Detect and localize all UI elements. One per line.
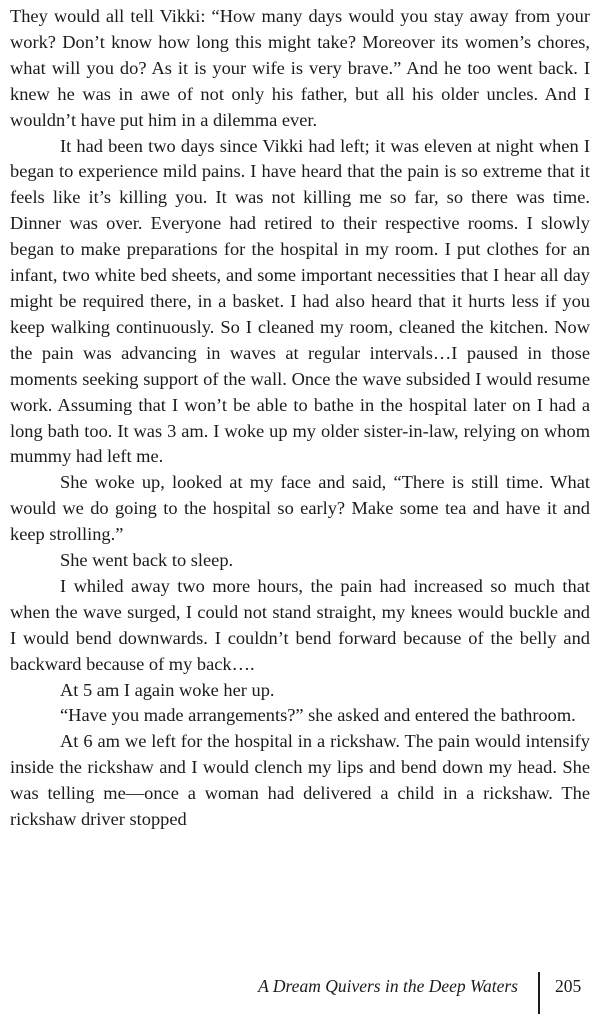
paragraph-1: They would all tell Vikki: “How many days would you stay away from your work? Don’t know how long this might take? Moreover its women’s chores, what will you do? As it is your wife is very brave.” And he too went back. I knew he was in awe of not only his father, but all his older uncles. And I wouldn’t have put him in a dilemma ever. xyxy=(10,6,590,130)
page-footer xyxy=(0,970,600,1016)
paragraph-7: “Have you made arrangements?” she asked and entered the bathroom. xyxy=(60,705,576,726)
paragraph-5: I whiled away two more hours, the pain had increased so much that when the wave surged, I could not stand straight, my knees would buckle and I would bend downwards. I couldn’t bend forward because of the belly and backward because of my back…. xyxy=(10,575,590,674)
page-number: 205 xyxy=(555,976,582,996)
running-title: A Dream Quivers in the Deep Waters xyxy=(258,976,518,996)
paragraph-4: She went back to sleep. xyxy=(60,550,234,571)
paragraph-8: At 6 am we left for the hospital in a rickshaw. The pain would intensify inside the rickshaw and I would clench my lips and bend down my head. She was telling me—once a woman had delivered a child in a rickshaw. The rickshaw driver stopped xyxy=(10,731,590,830)
footer-divider xyxy=(538,972,540,1014)
paragraph-3: She woke up, looked at my face and said, “There is still time. What would we do going to the hospital so early? Make some tea and have it and keep strolling.” xyxy=(10,472,590,545)
paragraph-6: At 5 am I again woke her up. xyxy=(60,679,275,700)
page-body xyxy=(10,4,590,833)
paragraph-2: It had been two days since Vikki had left; it was eleven at night when I began to experience mild pains. I have heard that the pain is so extreme that it feels like it’s killing you. It was not killing me so far, so there was time. Dinner was over. Everyone had retired to their respective rooms. I slowly began to make preparations for the hospital in my room. I put clothes for an infant, two white bed sheets, and some important necessities that I hear all day might be required there, in a basket. I had also heard that it hurts less if you keep walking continuously. So I cleaned my room, cleaned the kitchen. Now the pain was advancing in waves at regular intervals…I paused in those moments seeking support of the wall. Once the wave subsided I would resume work. Assuming that I won’t be able to bathe in the hospital later on I had a long bath too. It was 3 am. I woke up my older sister-in-law, relying on whom mummy had left me. xyxy=(10,135,590,467)
